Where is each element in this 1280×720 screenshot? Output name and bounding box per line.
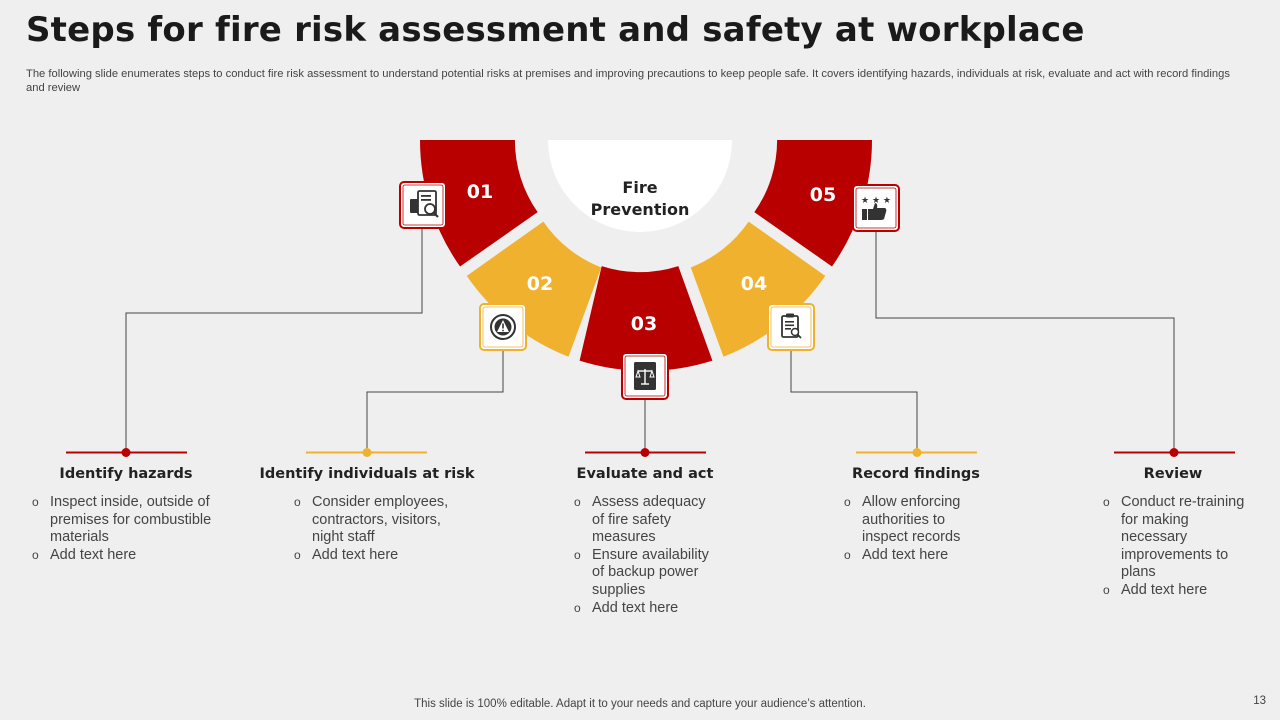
icon-box-02 — [480, 304, 526, 350]
step-title-03: Evaluate and act — [576, 466, 714, 482]
icon-box-04 — [768, 304, 814, 350]
step-title-02: Identify individuals at risk — [259, 466, 475, 482]
connector-04 — [791, 351, 917, 452]
step-bullets-02 — [294, 494, 466, 564]
bullet-item: o Add text here — [1103, 582, 1251, 600]
step-bullets-01 — [32, 494, 222, 564]
bullet-item: o Add text here — [574, 600, 716, 618]
svg-text:★ ★ ★: ★ ★ ★ — [861, 196, 891, 206]
bullet-item: o Add text here — [32, 547, 222, 565]
baseline-dot-04 — [913, 448, 922, 457]
footer-note: This slide is 100% editable. Adapt it to your needs and capture your audience’s attention. — [414, 698, 866, 710]
connector-02 — [367, 351, 503, 452]
step-number-01: 01 — [466, 181, 494, 203]
step-title-05: Review — [1143, 466, 1203, 482]
step-title-04: Record findings — [852, 466, 980, 482]
bullet-item: o Add text here — [844, 547, 984, 565]
step-number-05: 05 — [809, 184, 837, 206]
step-number-02: 02 — [526, 273, 554, 295]
baseline-dot-01 — [122, 448, 131, 457]
center-line-2: Prevention — [590, 200, 690, 219]
bullet-item: o Allow enforcing authorities to inspect records — [844, 494, 984, 547]
page-number: 13 — [1253, 695, 1266, 707]
bullet-item: o Conduct re-training for making necessary improvements to plans — [1103, 494, 1251, 582]
page-title: Steps for fire risk assessment and safety at workplace — [26, 10, 1085, 50]
icon-box-05 — [853, 185, 899, 231]
step-number-03: 03 — [630, 313, 658, 335]
icon-box-01 — [400, 182, 446, 228]
step-bullets-03 — [574, 494, 716, 617]
step-bullets-05 — [1103, 494, 1251, 600]
step-title-01: Identify hazards — [59, 466, 193, 482]
center-line-1: Fire — [622, 178, 658, 197]
connector-05 — [876, 232, 1174, 452]
connector-01 — [126, 229, 422, 452]
bullet-item: o Inspect inside, outside of premises for combustible materials — [32, 494, 222, 547]
scales-icon — [634, 362, 656, 390]
baseline-dot-03 — [641, 448, 650, 457]
baseline-dot-02 — [363, 448, 372, 457]
step-bullets-04 — [844, 494, 984, 564]
bullet-item: o Consider employees, contractors, visitors, night staff — [294, 494, 466, 547]
gauge-warning-icon — [491, 315, 515, 339]
baselines — [66, 448, 1235, 457]
baseline-dot-05 — [1170, 448, 1179, 457]
step-number-04: 04 — [740, 273, 768, 295]
page-subtitle: The following slide enumerates steps to conduct fire risk assessment to understand potential risks at premises and improving precautions to keep people safe. It covers identifying hazards, individuals at risk, evaluate and act with record findings and review — [26, 68, 1230, 94]
bullet-item: o Ensure availability of backup power supplies — [574, 547, 716, 600]
bullet-item: o Add text here — [294, 547, 466, 565]
bullet-item: o Assess adequacy of fire safety measures — [574, 494, 716, 547]
icon-box-03 — [622, 353, 668, 399]
